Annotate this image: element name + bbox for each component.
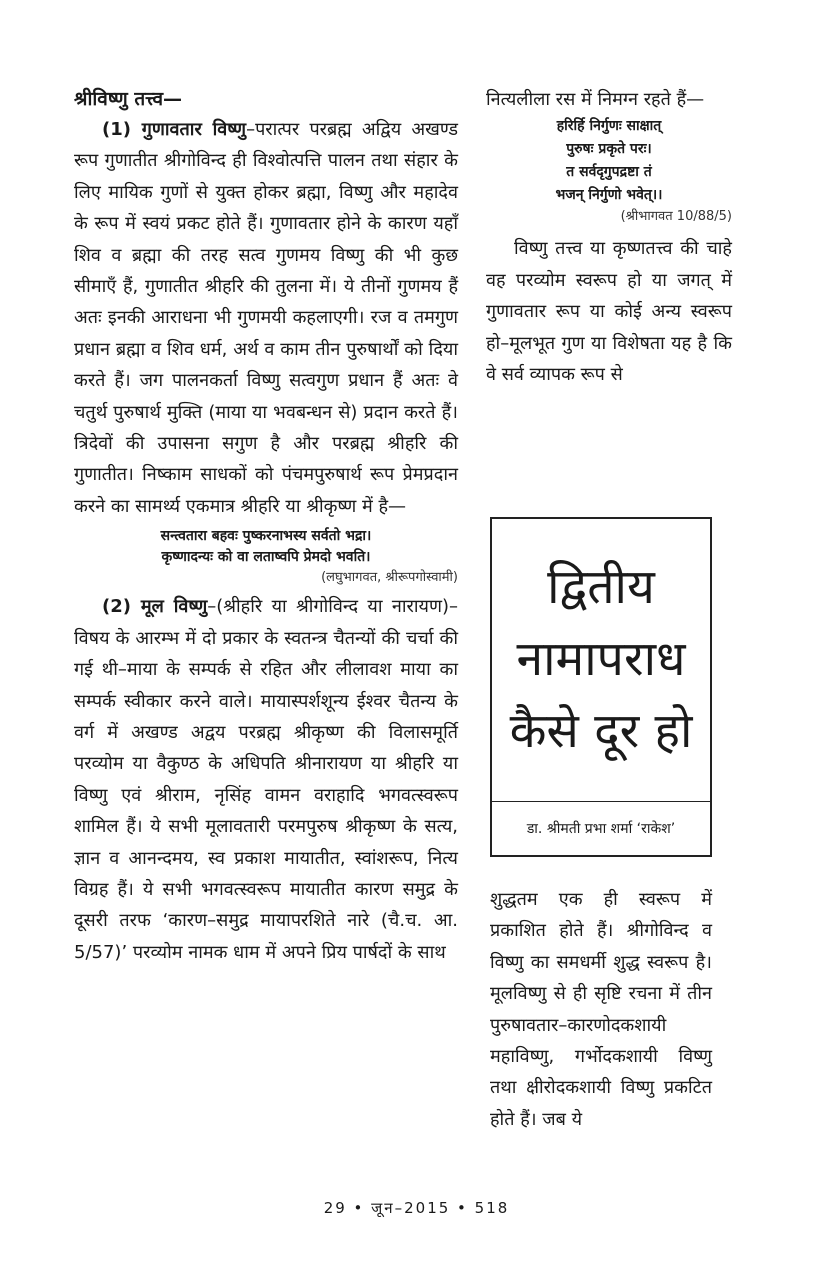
verse-citation-right: (श्रीभागवत 10/88/5) xyxy=(620,209,732,225)
left-column xyxy=(74,84,458,968)
verse-line: त सर्वदृगुपद्रष्टा तं xyxy=(566,164,652,181)
right-lower-paragraph: शुद्धतम एक ही स्वरूप में प्रकाशित होते हैं। श्रीगोविन्द व विष्णु का समधर्मी शुद्ध स्वरूप है। मूलविष्णु से ही सृष्टि रचना में तीन पुरुषावतार–कारणोदकशायी महाविष्णु, गर्भोदकशायी विष्णु तथा क्षीरोदकशायी विष्णु प्रकटित होते हैं। जब ये xyxy=(490,889,712,1130)
section2-title: (2) मूल विष्णु xyxy=(102,596,208,618)
section1-text: –परात्पर परब्रह्म अद्विय अखण्ड रूप गुणातीत श्रीगोविन्द ही विश्वोत्पत्ति पालन तथा संहार के लिए मायिक गुणों से युक्त होकर ब्रह्मा, विष्णु और महादेव के रूप में स्वयं प्रकट होते हैं। गुणावतार होने के कारण यहाँ शिव व ब्रह्मा की तरह सत्व गुणमय विष्णु की भी कुछ सीमाएँ हैं, गुणातीत श्रीहरि की तुलना में। ये तीनों गुणमय हैं अतः इनकी आराधना भी गुणमयी कहलाएगी। रज व तमगुण प्रधान ब्रह्मा व शिव धर्म, अर्थ व काम तीन पुरुषार्थों को दिया करते हैं। जग पालनकर्ता विष्णु सत्वगुण प्रधान हैं अतः वे चतुर्थ पुरुषार्थ मुक्ति (माया या भवबन्धन से) प्रदान करते हैं। त्रिदेवों की उपासना सगुण है और परब्रह्म श्रीहरि की गुणातीत। निष्काम साधकों को पंचमपुरुषार्थ रूप प्रेमप्रदान करने का सामर्थ्य एकमात्र श्रीहरि या श्रीकृष्ण में है— xyxy=(74,119,459,517)
book-title-line: कैसे दूर हो xyxy=(509,703,693,759)
book-title-box xyxy=(490,517,712,857)
verse-line: भजन् निर्गुणो भवेत्।। xyxy=(555,187,663,204)
verse-line: सन्त्वतारा बहवः पुष्करनाभस्य सर्वतो भद्रा। xyxy=(160,528,372,545)
right-paragraph: विष्णु तत्त्व या कृष्णतत्त्व की चाहे वह परव्योम स्वरूप हो या जगत् में गुणावतार रूप या कोई अन्य स्वरूप हो–मूलभूत गुण या विशेषता यह है कि वे सर्व व्यापक रूप से xyxy=(486,238,732,386)
book-title-line: द्वितीय xyxy=(547,559,655,615)
divider xyxy=(492,801,710,802)
right-column xyxy=(486,84,732,390)
verse-line: कृष्णादन्यः को वा लताष्वपि प्रेमदो भवति। xyxy=(161,549,371,566)
right-intro-text: नित्यलीला रस में निमग्न रहते हैं— xyxy=(486,89,705,110)
verse-line: पुरुषः प्रकृते परः। xyxy=(566,141,652,158)
book-title-line: नामापराध xyxy=(516,631,686,687)
page-footer: 29 • जून–2015 • 518 xyxy=(323,1199,510,1217)
section2-paragraph xyxy=(74,591,458,968)
section1-title: (1) गुणावतार विष्णु xyxy=(102,119,247,140)
author-name: डा. श्रीमती प्रभा शर्मा ‘राकेश’ xyxy=(526,821,676,837)
right-lower-column xyxy=(490,884,712,1135)
section1-paragraph xyxy=(74,114,458,522)
verse-line: हरिर्हि निर्गुणः साक्षात् xyxy=(556,118,662,135)
sanskrit-verse-right xyxy=(486,115,732,207)
article-heading: श्रीविष्णु तत्त्व— xyxy=(74,88,183,110)
verse-citation-left: (लघुभागवत, श्रीरूपगोस्वामी) xyxy=(321,570,458,586)
section2-text: –(श्रीहरि या श्रीगोविन्द या नारायण)–विषय के आरम्भ में दो प्रकार के स्वतन्त्र चैतन्यों की चर्चा की गई थी–माया के सम्पर्क से रहित और लीलावश माया का सम्पर्क स्वीकार करने वाले। मायास्पर्शशून्य ईश्वर चैतन्य के वर्ग में अखण्ड अद्वय परब्रह्म श्रीकृष्ण की विलासमूर्ति परव्योम या वैकुण्ठ के अधिपति श्रीनारायण या श्रीहरि या विष्णु एवं श्रीराम, नृसिंह वामन वराहादि भगवत्स्वरूप शामिल हैं। ये सभी मूलावतारी परमपुरुष श्रीकृष्ण के सत्य, ज्ञान व आनन्दमय, स्व प्रकाश मायातीत, स्वांशरूप, नित्य विग्रह हैं। ये सभी भगवत्स्वरूप मायातीत कारण समुद्र के दूसरी तरफ ‘कारण–समुद्र मायापरशिते नारे (चै.च. आ. 5/57)’ परव्योम नामक धाम में अपने प्रिय पार्षदों के साथ xyxy=(74,596,458,963)
sanskrit-verse-left xyxy=(74,526,458,568)
book-title xyxy=(492,551,710,767)
